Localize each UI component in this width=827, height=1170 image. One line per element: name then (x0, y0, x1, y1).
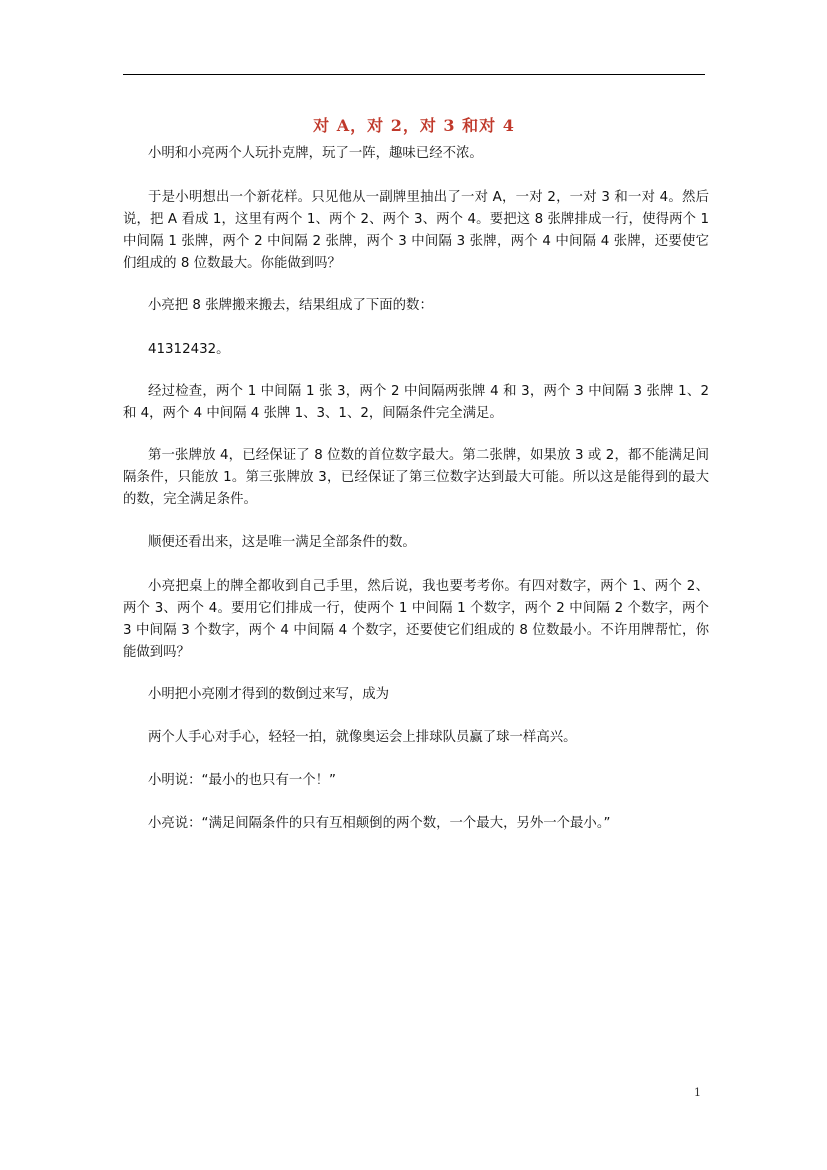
paragraph-3: 小亮把 8 张牌搬来搬去，结果组成了下面的数： (148, 298, 433, 313)
paragraph-7: 顺便还看出来，这是唯一满足全部条件的数。 (148, 535, 416, 550)
header-rule (123, 74, 705, 75)
paragraph-10: 两个人手心对手心，轻轻一拍，就像奥运会上排球队员赢了球一样高兴。 (148, 730, 577, 745)
paragraph-6: 第一张牌放 4，已经保证了 8 位数的首位数字最大。第二张牌，如果放 3 或 2，都不能满足间隔条件，只能放 1。第三张牌放 3，已经保证了第三位数字达到最大可能。所以这是能得到的最大的数，完全满足条件。 (123, 448, 709, 507)
paragraph-5: 经过检查，两个 1 中间隔 1 张 3，两个 2 中间隔两张牌 4 和 3，两个 3 中间隔 3 张牌 1、2 和 4，两个 4 中间隔 4 张牌 1、3、1、2，间隔条件完全满足。 (123, 384, 709, 421)
document-title: 对 A，对 2，对 3 和对 4 (313, 116, 515, 135)
paragraph-12: 小亮说：“满足间隔条件的只有互相颠倒的两个数，一个最大，另外一个最小。” (148, 816, 611, 831)
paragraph-1: 小明和小亮两个人玩扑克牌，玩了一阵，趣味已经不浓。 (148, 146, 483, 161)
paragraph-4: 41312432。 (148, 342, 230, 357)
paragraph-11: 小明说：“最小的也只有一个！” (148, 773, 336, 788)
page-number: 1 (694, 1086, 701, 1099)
paragraph-8: 小亮把桌上的牌全都收到自己手里，然后说，我也要考考你。有四对数字，两个 1、两个 2、两个 3、两个 4。要用它们排成一行，使两个 1 中间隔 1 个数字，两个 2 中间隔 2 个数字，两个 3 中间隔 3 个数字，两个 4 中间隔 4 个数字，还要使它们组成的 8 位数最小。不许用牌帮忙，你能做到吗？ (123, 579, 709, 660)
paragraph-2: 于是小明想出一个新花样。只见他从一副牌里抽出了一对 A，一对 2，一对 3 和一对 4。然后说，把 A 看成 1，这里有两个 1、两个 2、两个 3、两个 4。要把这 8 张牌排成一行，使得两个 1 中间隔 1 张牌，两个 2 中间隔 2 张牌，两个 3 中间隔 3 张牌，两个 4 中间隔 4 张牌，还要使它们组成的 8 位数最大。你能做到吗？ (123, 190, 709, 271)
paragraph-9: 小明把小亮刚才得到的数倒过来写，成为 (148, 687, 390, 702)
